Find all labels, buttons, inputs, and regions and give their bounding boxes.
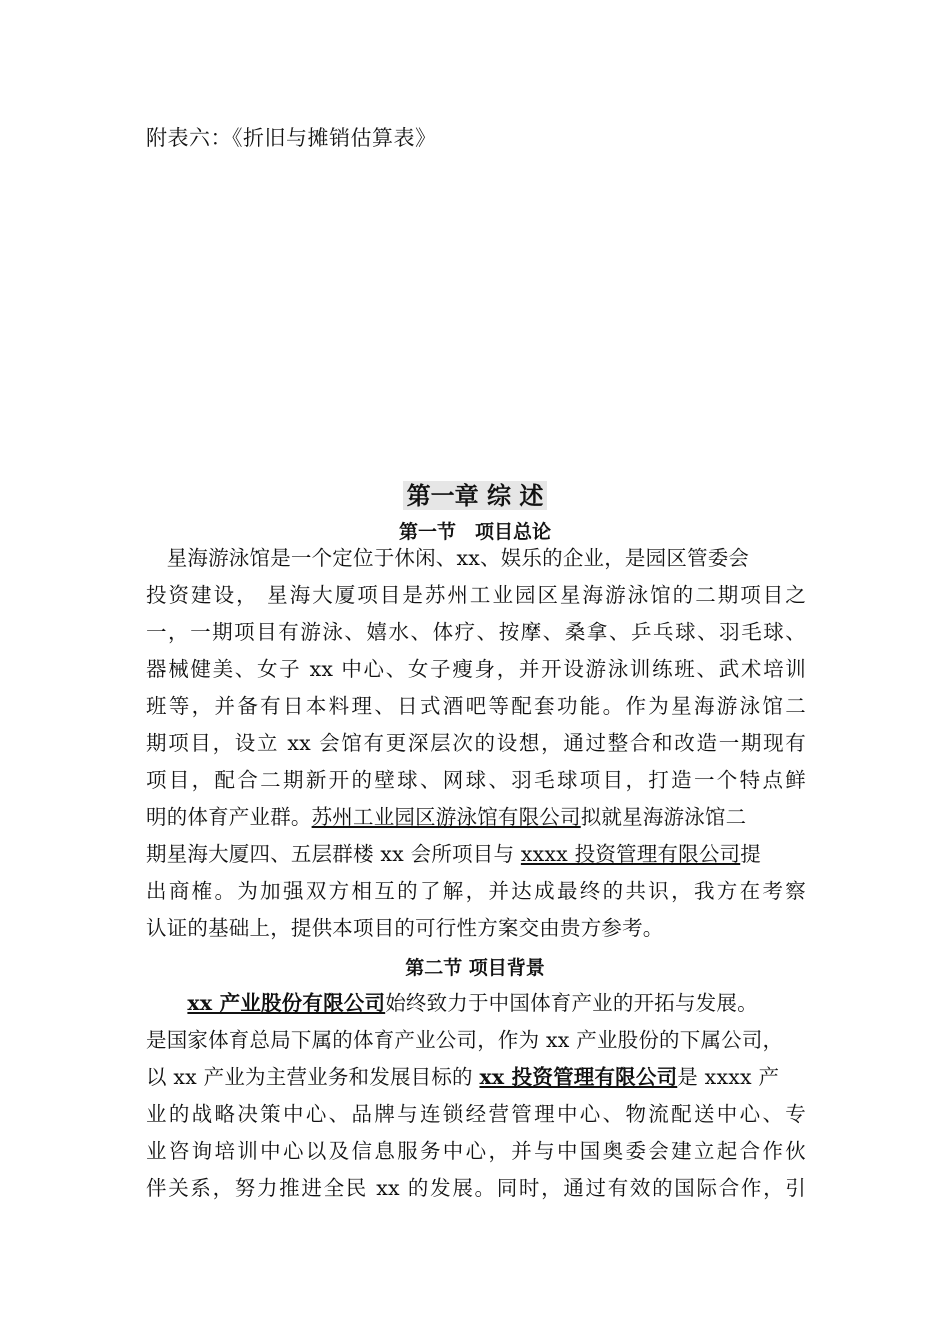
- company-name-link: xxxx 投资管理有限公司: [520, 842, 741, 866]
- section1-body: [146, 540, 806, 947]
- paragraph-line: 期项目，设立 xx 会馆有更深层次的设想，通过整合和改造一期现有: [146, 731, 806, 755]
- paragraph-line: 期星海大厦四、五层群楼 xx 会所项目与 xxxx 投资管理有限公司提: [146, 842, 761, 866]
- paragraph-line: 认证的基础上，提供本项目的可行性方案交由贵方参考。: [146, 916, 664, 940]
- paragraph-line: 器械健美、女子 xx 中心、女子瘦身，并开设游泳训练班、武术培训: [146, 657, 806, 681]
- section-title-background: 第二节 项目背景: [405, 957, 545, 979]
- paragraph-line: 明的体育产业群。苏州工业园区游泳馆有限公司拟就星海游泳馆二: [146, 805, 747, 829]
- paragraph-line: 业的战略决策中心、品牌与连锁经营管理中心、物流配送中心、专: [146, 1102, 806, 1126]
- paragraph-line: 项目，配合二期新开的壁球、网球、羽毛球项目，打造一个特点鲜: [146, 768, 806, 792]
- company-name-link: xx 投资管理有限公司: [479, 1065, 678, 1089]
- paragraph-line: 出商榷。为加强双方相互的了解，并达成最终的共识，我方在考察: [146, 879, 806, 903]
- paragraph-line: xx 产业股份有限公司始终致力于中国体育产业的开拓与发展。: [187, 991, 758, 1015]
- appendix-heading: 附表六：《折旧与摊销估算表》: [146, 126, 437, 150]
- company-name-link: 苏州工业园区游泳馆有限公司: [311, 805, 581, 829]
- chapter-title-text: 第一章 综 述: [403, 481, 548, 510]
- chapter-title: [0, 478, 950, 514]
- paragraph-line: 是国家体育总局下属的体育产业公司，作为 xx 产业股份的下属公司，: [146, 1028, 784, 1052]
- company-name-link: xx 产业股份有限公司: [187, 991, 386, 1015]
- paragraph-line: 以 xx 产业为主营业务和发展目标的 xx 投资管理有限公司是 xxxx 产: [146, 1065, 780, 1089]
- paragraph-line: 星海游泳馆是一个定位于休闲、xx、娱乐的企业，是园区管委会: [146, 546, 750, 570]
- paragraph-line: 伴关系，努力推进全民 xx 的发展。同时，通过有效的国际合作，引: [146, 1176, 806, 1200]
- paragraph-line: 一，一期项目有游泳、嬉水、体疗、按摩、桑拿、乒乓球、羽毛球、: [146, 620, 806, 644]
- paragraph-line: 班等，并备有日本料理、日式酒吧等配套功能。作为星海游泳馆二: [146, 694, 806, 718]
- section-title-overview: 第一节 项目总论: [398, 521, 551, 543]
- paragraph-line: 业咨询培训中心以及信息服务中心，并与中国奥委会建立起合作伙: [146, 1139, 806, 1163]
- section2-body: [146, 985, 806, 1207]
- paragraph-line: 投资建设， 星海大厦项目是苏州工业园区星海游泳馆的二期项目之: [146, 583, 806, 607]
